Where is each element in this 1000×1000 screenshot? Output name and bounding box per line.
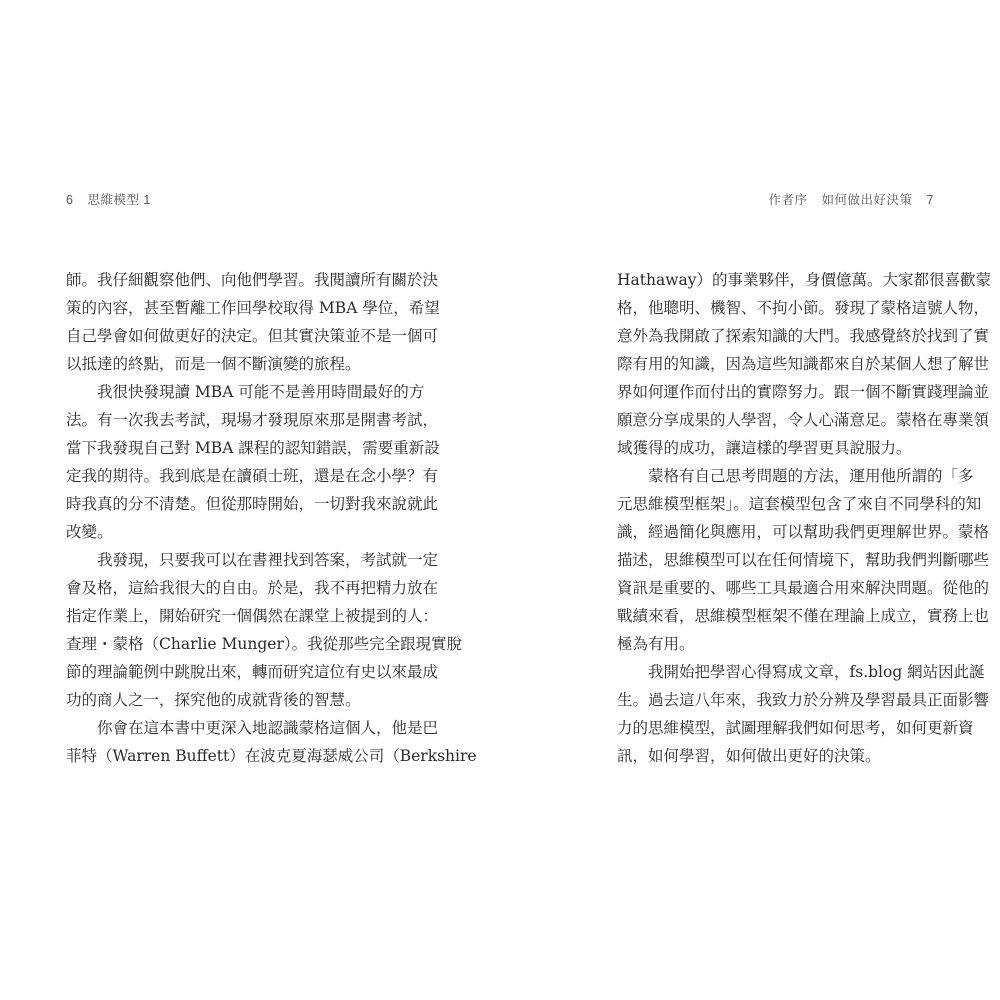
right-page-text-line: 資訊是重要的、哪些工具最適合用來解決問題。從他的 [617, 579, 990, 597]
right-page-text-line: 願意分享成果的人學習，令人心滿意足。蒙格在專業領 [617, 411, 990, 429]
left-page-header [66, 190, 151, 208]
right-page-text-line: 界如何運作而付出的實際努力。跟一個不斷實踐理論並 [617, 383, 990, 401]
left-page-text-line: 菲特（Warren Buffett）在波克夏海瑟威公司（Berkshire [66, 747, 477, 765]
right-page-body [617, 266, 991, 770]
left-page-number: 6 [66, 193, 74, 207]
left-page-text-line: 指定作業上，開始研究一個偶然在課堂上被提到的人： [66, 607, 439, 625]
left-page-text-line: 查理・蒙格（Charlie Munger）。我從那些完全跟現實脫 [66, 635, 463, 653]
left-page-text-line: 功的商人之一，探究他的成就背後的智慧。 [66, 691, 361, 709]
right-page-text-line: 極為有用。 [617, 635, 695, 653]
left-page-text-line: 會及格，這給我很大的自由。於是，我不再把精力放在 [66, 579, 439, 597]
left-page-text-line: 策的內容，甚至暫離工作回學校取得 MBA 學位，希望 [66, 299, 440, 317]
right-page-text-line: 戰績來看，思維模型框架不僅在理論上成立，實務上也 [617, 607, 990, 625]
left-page-text-line: 我很快發現讀 MBA 可能不是善用時間最好的方 [97, 383, 425, 401]
left-running-title: 思維模型 1 [87, 193, 151, 207]
right-page-text-line: 格，他聰明、機智、不拘小節。發現了蒙格這號人物， [617, 299, 990, 317]
left-page-text-line: 以抵達的終點，而是一個不斷演變的旅程。 [66, 355, 361, 373]
right-page-text-line: 我開始把學習心得寫成文章，fs.blog 網站因此誕 [648, 663, 985, 681]
right-page-text-line: 描述，思維模型可以在任何情境下，幫助我們判斷哪些 [617, 551, 990, 569]
left-page-text-line: 師。我仔細觀察他們、向他們學習。我閱讀所有關於決 [66, 271, 439, 289]
left-page-text-line: 我發現，只要我可以在書裡找到答案，考試就一定 [97, 551, 439, 569]
right-page-header [769, 190, 934, 208]
right-page-text-line: 力的思維模型，試圖理解我們如何思考，如何更新資 [617, 719, 974, 737]
left-page-text-line: 定我的期待。我到底是在讀碩士班，還是在念小學？有 [66, 467, 439, 485]
left-page-text-line: 節的理論範例中跳脫出來，轉而研究這位有史以來最成 [66, 663, 439, 681]
right-page-text-line: Hathaway）的事業夥伴，身價億萬。大家都很喜歡蒙 [617, 271, 991, 289]
left-page-text-line: 自己學會如何做更好的決定。但其實決策並不是一個可 [66, 327, 439, 345]
right-page-number: 7 [926, 193, 934, 207]
left-page-text-line: 改變。 [66, 523, 113, 541]
right-page-text-line: 意外為我開啟了探索知識的大門。我感覺終於找到了實 [617, 327, 990, 345]
right-page-text-line: 識，經過簡化與應用，可以幫助我們更理解世界。蒙格 [617, 523, 990, 541]
left-page-text-line: 法。有一次我去考試，現場才發現原來那是開書考試， [66, 411, 439, 429]
right-page-text-line: 訊，如何學習，如何做出更好的決策。 [617, 747, 881, 765]
right-page-text-line: 際有用的知識，因為這些知識都來自於某個人想了解世 [617, 355, 990, 373]
right-page-text-line: 蒙格有自己思考問題的方法，運用他所謂的「多 [648, 467, 974, 485]
right-running-title: 如何做出好決策 [821, 193, 913, 207]
right-page-text-line: 域獲得的成功，讓這樣的學習更具說服力。 [617, 439, 912, 457]
left-page-text-line: 當下我發現自己對 MBA 課程的認知錯誤，需要重新設 [66, 439, 440, 457]
right-page-text-line: 元思維模型框架」。這套模型包含了來自不同學科的知 [617, 495, 982, 513]
right-section-label: 作者序 [768, 193, 808, 207]
left-page-text-line: 你會在這本書中更深入地認識蒙格這個人，他是巴 [97, 719, 439, 737]
left-page-body [66, 266, 477, 770]
left-page-text-line: 時我真的分不清楚。但從那時開始，一切對我來說就此 [66, 495, 439, 513]
right-page-text-line: 生。過去這八年來，我致力於分辨及學習最具正面影響 [617, 691, 990, 709]
